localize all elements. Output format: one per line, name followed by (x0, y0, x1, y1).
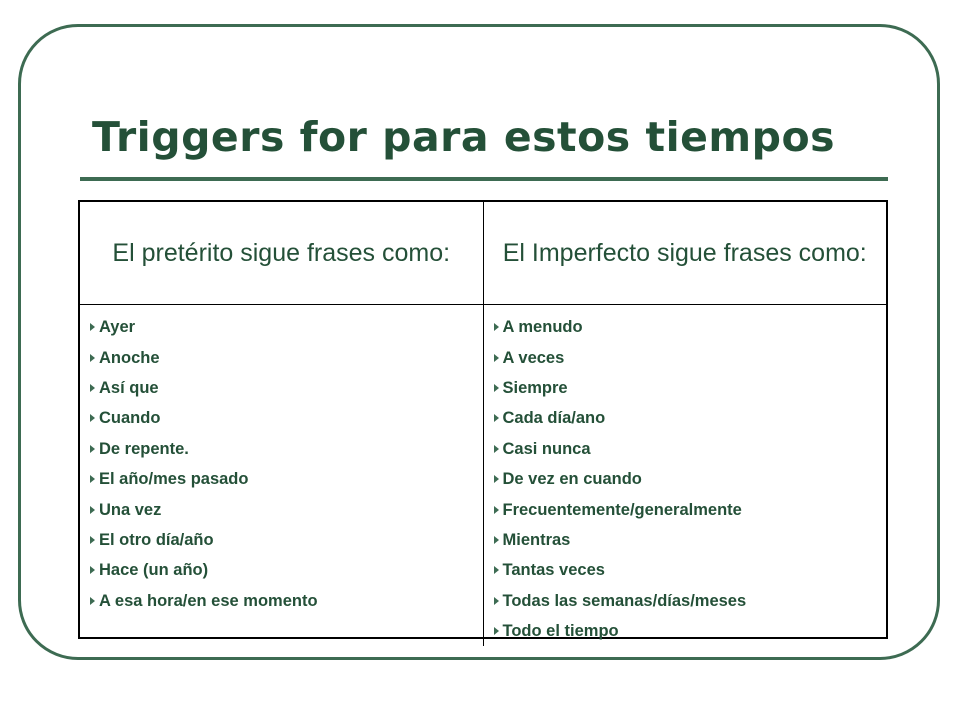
list-item (494, 312, 887, 342)
list-item-text: Mientras (502, 530, 571, 549)
preterito-list (80, 305, 483, 616)
list-item-text: Cada día/ano (502, 409, 606, 428)
arrow-bullet-icon (494, 445, 499, 453)
arrow-bullet-icon (90, 384, 95, 392)
arrow-bullet-icon (90, 354, 95, 362)
header-preterito: El pretérito sigue frases como: (80, 202, 483, 305)
list-item (494, 616, 887, 646)
list-item (494, 373, 887, 403)
arrow-bullet-icon (494, 597, 499, 605)
arrow-bullet-icon (494, 475, 499, 483)
list-item-text: Así que (99, 378, 159, 397)
arrow-bullet-icon (494, 414, 499, 422)
list-item (90, 586, 483, 616)
list-item-text: Anoche (99, 348, 160, 367)
arrow-bullet-icon (90, 506, 95, 514)
list-item (90, 464, 483, 494)
table-body-row (80, 305, 886, 647)
list-item (494, 525, 887, 555)
list-item (90, 434, 483, 464)
list-item-text: Cuando (99, 409, 161, 428)
list-item-text: De repente. (99, 439, 189, 458)
list-item-text: A esa hora/en ese momento (99, 591, 318, 610)
list-item (90, 494, 483, 524)
list-item-text: Todo el tiempo (502, 622, 619, 641)
list-item (90, 403, 483, 433)
list-item (494, 555, 887, 585)
imperfecto-list (484, 305, 887, 646)
arrow-bullet-icon (90, 597, 95, 605)
list-item-text: El otro día/año (99, 530, 214, 549)
list-item (494, 403, 887, 433)
list-item (494, 342, 887, 372)
list-item (90, 342, 483, 372)
imperfecto-cell (483, 305, 886, 647)
preterito-cell (80, 305, 483, 647)
list-item-text: Todas las semanas/días/meses (502, 591, 747, 610)
list-item-text: Tantas veces (502, 561, 605, 580)
title-underline (80, 177, 888, 181)
list-item-text: El año/mes pasado (99, 470, 249, 489)
list-item-text: Frecuentemente/generalmente (502, 500, 742, 519)
list-item (494, 586, 887, 616)
arrow-bullet-icon (90, 566, 95, 574)
triggers-table (78, 200, 888, 639)
arrow-bullet-icon (494, 627, 499, 635)
list-item (90, 525, 483, 555)
arrow-bullet-icon (90, 414, 95, 422)
arrow-bullet-icon (494, 506, 499, 514)
list-item (494, 434, 887, 464)
list-item-text: Ayer (99, 318, 136, 337)
arrow-bullet-icon (90, 475, 95, 483)
arrow-bullet-icon (494, 323, 499, 331)
list-item (494, 494, 887, 524)
list-item (90, 555, 483, 585)
list-item-text: A veces (502, 348, 565, 367)
arrow-bullet-icon (494, 384, 499, 392)
arrow-bullet-icon (90, 445, 95, 453)
list-item-text: Hace (un año) (99, 561, 209, 580)
list-item (90, 312, 483, 342)
list-item-text: A menudo (502, 318, 583, 337)
table-header-row (80, 202, 886, 305)
arrow-bullet-icon (90, 536, 95, 544)
header-imperfecto: El Imperfecto sigue frases como: (483, 202, 886, 305)
arrow-bullet-icon (494, 354, 499, 362)
list-item-text: De vez en cuando (502, 470, 642, 489)
list-item (494, 464, 887, 494)
list-item-text: Siempre (502, 378, 568, 397)
list-item-text: Una vez (99, 500, 162, 519)
slide-title: Triggers for para estos tiempos (92, 113, 836, 161)
list-item (90, 373, 483, 403)
arrow-bullet-icon (90, 323, 95, 331)
arrow-bullet-icon (494, 566, 499, 574)
list-item-text: Casi nunca (502, 439, 591, 458)
arrow-bullet-icon (494, 536, 499, 544)
